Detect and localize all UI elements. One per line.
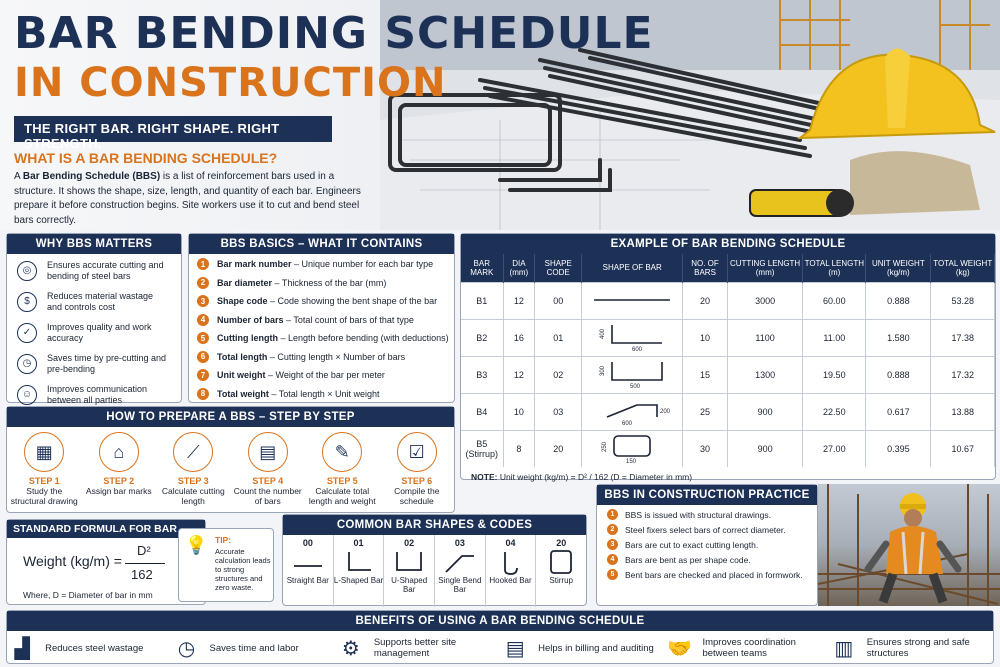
tagline-banner: THE RIGHT BAR. RIGHT SHAPE. RIGHT STRENGTH. xyxy=(14,116,332,142)
total-length-cell: 22.50 xyxy=(803,393,866,430)
basics-number: 2 xyxy=(197,277,209,289)
total-length-cell: 27.00 xyxy=(803,430,866,467)
step-text: Study the structural drawing xyxy=(10,486,78,506)
step-text: Assign bar marks xyxy=(85,486,152,496)
basics-desc: – Total length × Unit weight xyxy=(268,388,380,399)
table-header-cell: CUTTING LENGTH (mm) xyxy=(727,254,803,282)
practice-number: 1 xyxy=(607,509,618,520)
unit-weight-cell: 0.395 xyxy=(866,430,931,467)
no-of-bars-cell: 10 xyxy=(683,319,728,356)
table-body xyxy=(461,282,995,467)
benefit-item xyxy=(9,635,169,661)
table-header-cell: TOTAL WEIGHT (kg) xyxy=(931,254,995,282)
bar-mark-cell: B2 xyxy=(461,319,503,356)
table-header-cell: SHAPE OF BAR xyxy=(582,254,683,282)
steps-row xyxy=(7,427,454,506)
basics-number: 7 xyxy=(197,369,209,381)
clock-icon: ◷ xyxy=(177,637,196,660)
shape-of-bar-cell xyxy=(582,356,683,393)
practice-panel xyxy=(596,484,818,606)
table-header-cell: UNIT WEIGHT (kg/m) xyxy=(866,254,931,282)
step-text: Calculate cutting length xyxy=(161,486,225,506)
bar-shape-drawing xyxy=(582,432,682,464)
steps-heading: HOW TO PREPARE A BBS – STEP BY STEP xyxy=(7,407,454,427)
basics-term: Bar diameter xyxy=(217,277,273,288)
basics-heading: BBS BASICS – WHAT IT CONTAINS xyxy=(189,234,454,254)
shape-icon xyxy=(536,548,586,576)
no-of-bars-cell: 25 xyxy=(683,393,728,430)
basics-item xyxy=(197,293,454,310)
shape-icon xyxy=(283,548,333,576)
svg-text:150: 150 xyxy=(626,458,637,464)
basics-number: 1 xyxy=(197,258,209,270)
basics-item-text xyxy=(217,259,433,269)
benefit-text: Saves time and labor xyxy=(209,642,299,654)
tip-heading: TIP: xyxy=(215,535,232,545)
what-is-heading: WHAT IS A BAR BENDING SCHEDULE? xyxy=(14,150,278,166)
basics-number: 3 xyxy=(197,295,209,307)
basics-item xyxy=(197,275,454,292)
practice-number: 2 xyxy=(607,524,618,535)
formula-body xyxy=(7,538,205,606)
clipboard-icon: ☑ xyxy=(397,432,437,472)
shape-name: Stirrup xyxy=(549,576,573,585)
bar-mark-cell: B1 xyxy=(461,282,503,319)
why-item xyxy=(17,318,181,347)
what-lead: A xyxy=(14,171,23,182)
practice-list xyxy=(597,509,817,580)
bar-shape-drawing xyxy=(582,284,682,316)
shape-code: 00 xyxy=(302,538,313,548)
shape-item xyxy=(334,535,385,607)
coins-icon: $ xyxy=(17,292,37,312)
bbs-basics-panel xyxy=(188,233,455,403)
step-label: STEP 4 xyxy=(252,476,284,486)
table-header-cell: BAR MARK xyxy=(461,254,503,282)
total-length-cell: 11.00 xyxy=(803,319,866,356)
why-item-text: Reduces material wastage and controls cost xyxy=(47,290,154,312)
why-item xyxy=(17,349,181,378)
step-label: STEP 1 xyxy=(28,476,60,486)
step-label: STEP 5 xyxy=(326,476,358,486)
basics-term: Unit weight xyxy=(217,370,266,381)
basics-item-text xyxy=(217,296,437,306)
basics-number: 6 xyxy=(197,351,209,363)
practice-item xyxy=(607,539,807,550)
cutting-length-cell: 1100 xyxy=(727,319,803,356)
no-of-bars-cell: 15 xyxy=(683,356,728,393)
benefit-item xyxy=(666,635,826,661)
benefit-item xyxy=(502,635,662,661)
steel-fixer-photo xyxy=(818,484,1000,606)
shape-icon xyxy=(486,548,536,576)
practice-text: Bars are bent as per shape code. xyxy=(625,554,751,565)
step-item xyxy=(307,432,377,506)
people-icon: ☺ xyxy=(17,385,37,405)
tip-box xyxy=(178,528,274,602)
basics-item-text xyxy=(217,333,449,343)
step-text: Compile the schedule xyxy=(394,486,440,506)
basics-term: Bar mark number xyxy=(217,259,292,270)
step-item xyxy=(9,432,79,506)
building-icon: ▥ xyxy=(834,637,854,660)
benefits-heading: BENEFITS OF USING A BAR BENDING SCHEDULE xyxy=(7,611,993,631)
step-label: STEP 3 xyxy=(177,476,209,486)
shape-item xyxy=(536,535,586,607)
example-schedule-panel xyxy=(460,233,996,480)
step-label: STEP 2 xyxy=(103,476,135,486)
total-length-cell: 60.00 xyxy=(803,282,866,319)
basics-term: Total weight xyxy=(217,388,269,399)
table-row xyxy=(461,430,995,467)
tip-text: Accurate calculation leads to strong structures and zero waste. xyxy=(215,547,271,592)
shape-code-cell: 20 xyxy=(535,430,582,467)
no-of-bars-cell: 20 xyxy=(683,282,728,319)
example-heading: EXAMPLE OF BAR BENDING SCHEDULE xyxy=(461,234,995,254)
clock-icon: ◷ xyxy=(17,354,37,374)
practice-text: Steel fixers select bars of correct diameter. xyxy=(625,524,786,535)
practice-number: 5 xyxy=(607,569,618,580)
note-label: NOTE: xyxy=(471,472,498,482)
basics-term: Cutting length xyxy=(217,333,278,344)
practice-item xyxy=(607,509,807,520)
benefit-text: Reduces steel wastage xyxy=(45,642,144,654)
shape-code: 02 xyxy=(404,538,415,548)
hero-banner xyxy=(0,0,1000,230)
why-heading: WHY BBS MATTERS xyxy=(7,234,181,254)
basics-item-text xyxy=(217,315,414,325)
basics-item xyxy=(197,330,454,347)
what-is-paragraph xyxy=(14,170,374,228)
total-weight-cell: 17.38 xyxy=(931,319,995,356)
benefits-panel xyxy=(6,610,994,664)
basics-item xyxy=(197,367,454,384)
basics-desc: – Cutting length × Number of bars xyxy=(267,351,406,362)
basics-number: 4 xyxy=(197,314,209,326)
benefit-item xyxy=(831,635,991,661)
basics-item xyxy=(197,256,454,273)
cutting-length-cell: 3000 xyxy=(727,282,803,319)
basics-item-text xyxy=(217,278,386,288)
dia-cell: 12 xyxy=(503,282,535,319)
step-text: Calculate total length and weight xyxy=(308,486,376,506)
why-item-text: Improves quality and work accuracy xyxy=(47,321,152,343)
shape-of-bar-cell xyxy=(582,393,683,430)
why-item-text: Saves time by pre-cutting and pre-bending xyxy=(47,352,167,374)
table-row xyxy=(461,282,995,319)
shape-name: U-Shaped Bar xyxy=(391,576,428,594)
cutting-length-cell: 1300 xyxy=(727,356,803,393)
shape-code-cell: 02 xyxy=(535,356,582,393)
basics-item-text xyxy=(217,352,405,362)
shape-name: Straight Bar xyxy=(286,576,329,585)
shape-item xyxy=(384,535,435,607)
basics-list xyxy=(189,256,454,402)
fraction-bar xyxy=(125,563,165,564)
bar-mark-cell: B3 xyxy=(461,356,503,393)
bar-chart-icon: ▟ xyxy=(14,637,30,660)
table-header-cell: TOTAL LENGTH (m) xyxy=(803,254,866,282)
title-line-1: BAR BENDING SCHEDULE xyxy=(14,8,654,59)
lightbulb-icon: 💡 xyxy=(185,535,208,555)
ruler-icon: ⟋ xyxy=(173,432,213,472)
shape-code: 03 xyxy=(454,538,465,548)
basics-item xyxy=(197,386,454,403)
step-item xyxy=(158,432,228,506)
step-text: Count the number of bars xyxy=(233,486,302,506)
what-rest: is a list of reinforcement bars used in a structure. It shows the shape, size, length, and quantity of each bar. Engineers prepare it before construction begins. Site workers use it to cut and bend steel bars correctly. xyxy=(14,171,361,226)
why-item xyxy=(17,256,181,285)
shape-of-bar-cell xyxy=(582,319,683,356)
dia-cell: 16 xyxy=(503,319,535,356)
invoice-icon: ▤ xyxy=(505,637,525,660)
why-list xyxy=(7,256,181,409)
team-gear-icon: ⚙ xyxy=(341,637,360,660)
formula-numerator: D² xyxy=(137,543,151,558)
basics-desc: – Total count of bars of that type xyxy=(283,314,414,325)
benefit-text: Helps in billing and auditing xyxy=(538,642,654,654)
bar-mark-cell: B5 (Stirrup) xyxy=(461,430,503,467)
total-length-cell: 19.50 xyxy=(803,356,866,393)
svg-text:200: 200 xyxy=(660,408,671,415)
benefit-text: Ensures strong and safe structures xyxy=(866,637,970,659)
basics-desc: – Weight of the bar per meter xyxy=(265,370,385,381)
shape-code: 04 xyxy=(505,538,516,548)
schedule-table xyxy=(461,254,995,467)
basics-term: Shape code xyxy=(217,296,268,307)
table-header-cell: NO. OF BARS xyxy=(683,254,728,282)
why-item-text: Ensures accurate cutting and bending of steel bars xyxy=(47,259,164,281)
why-item xyxy=(17,287,181,316)
unit-weight-cell: 0.617 xyxy=(866,393,931,430)
formula-denominator: 162 xyxy=(131,567,153,582)
practice-item xyxy=(607,554,807,565)
unit-weight-cell: 0.888 xyxy=(866,356,931,393)
svg-text:250: 250 xyxy=(602,441,609,452)
dia-cell: 8 xyxy=(503,430,535,467)
shape-name: Single Bend Bar xyxy=(438,576,482,594)
step-item xyxy=(233,432,303,506)
formula-where: Where, D = Diameter of bar in mm xyxy=(23,590,153,600)
shape-of-bar-cell xyxy=(582,430,683,467)
table-header-cell: SHAPE CODE xyxy=(535,254,582,282)
basics-item-text xyxy=(217,370,385,380)
benefit-item xyxy=(338,635,498,661)
practice-number: 4 xyxy=(607,554,618,565)
cutting-length-cell: 900 xyxy=(727,430,803,467)
dia-cell: 10 xyxy=(503,393,535,430)
practice-item xyxy=(607,569,807,580)
benefit-item xyxy=(173,635,333,661)
svg-text:400: 400 xyxy=(600,328,607,339)
unit-weight-cell: 0.888 xyxy=(866,282,931,319)
step-label: STEP 6 xyxy=(401,476,433,486)
shape-name: Hooked Bar xyxy=(489,576,532,585)
table-header-cell: DIA (mm) xyxy=(503,254,535,282)
unit-weight-cell: 1.580 xyxy=(866,319,931,356)
bar-shape-drawing xyxy=(582,358,682,390)
table-row xyxy=(461,393,995,430)
practice-text: Bars are cut to exact cutting length. xyxy=(625,539,759,550)
shape-code: 01 xyxy=(353,538,364,548)
title-line-2: IN CONSTRUCTION xyxy=(14,60,447,106)
total-weight-cell: 17.32 xyxy=(931,356,995,393)
formula-panel xyxy=(6,519,206,605)
svg-text:500: 500 xyxy=(630,383,641,390)
basics-item xyxy=(197,349,454,366)
basics-number: 8 xyxy=(197,388,209,400)
calculator-icon: ▤ xyxy=(248,432,288,472)
why-bbs-panel xyxy=(6,233,182,403)
basics-number: 5 xyxy=(197,332,209,344)
table-row xyxy=(461,319,995,356)
note-text: Unit weight (kg/m) = D² / 162 (D = Diameter in mm) xyxy=(497,472,693,482)
practice-heading: BBS IN CONSTRUCTION PRACTICE xyxy=(597,485,817,505)
shape-icon xyxy=(334,548,384,576)
why-item-text: Improves communication between all parties xyxy=(47,383,148,405)
dia-cell: 12 xyxy=(503,356,535,393)
shape-code-cell: 01 xyxy=(535,319,582,356)
practice-item xyxy=(607,524,807,535)
formula-heading: STANDARD FORMULA FOR BAR WEIGHT xyxy=(7,520,205,538)
basics-term: Total length xyxy=(217,351,268,362)
bar-shape-drawing xyxy=(582,395,682,427)
shapes-heading: COMMON BAR SHAPES & CODES xyxy=(283,515,586,535)
practice-number: 3 xyxy=(607,539,618,550)
formula-lhs: Weight (kg/m) = xyxy=(23,553,122,569)
basics-item xyxy=(197,312,454,329)
tag-icon: ⌂ xyxy=(99,432,139,472)
basics-term: Number of bars xyxy=(217,314,284,325)
table-header-row xyxy=(461,254,995,282)
total-weight-cell: 10.67 xyxy=(931,430,995,467)
shape-of-bar-cell xyxy=(582,282,683,319)
shape-code: 20 xyxy=(556,538,567,548)
practice-text: BBS is issued with structural drawings. xyxy=(625,509,771,520)
shape-item xyxy=(283,535,334,607)
shield-check-icon: ✓ xyxy=(17,323,37,343)
step-item xyxy=(84,432,154,506)
total-weight-cell: 13.88 xyxy=(931,393,995,430)
shape-code-cell: 03 xyxy=(535,393,582,430)
shape-code-cell: 00 xyxy=(535,282,582,319)
svg-text:300: 300 xyxy=(600,365,607,376)
shape-item xyxy=(435,535,486,607)
practice-text: Bent bars are checked and placed in formwork. xyxy=(625,569,803,580)
total-weight-cell: 53.28 xyxy=(931,282,995,319)
shape-icon xyxy=(384,548,434,576)
step-item xyxy=(382,432,452,506)
no-of-bars-cell: 30 xyxy=(683,430,728,467)
benefit-text: Supports better site management xyxy=(373,637,457,659)
shape-name: L-Shaped Bar xyxy=(333,576,384,585)
svg-text:600: 600 xyxy=(622,420,633,427)
basics-desc: – Length before bending (with deductions) xyxy=(277,333,449,344)
bar-shape-drawing xyxy=(582,321,682,353)
shape-icon xyxy=(435,548,485,576)
svg-text:600: 600 xyxy=(632,346,643,353)
bar-mark-cell: B4 xyxy=(461,393,503,430)
target-icon: ◎ xyxy=(17,261,37,281)
basics-item-text xyxy=(217,389,380,399)
shapes-row xyxy=(283,535,586,607)
basics-desc: – Unique number for each bar type xyxy=(291,259,434,270)
handshake-icon: 🤝 xyxy=(667,637,692,660)
basics-desc: – Code showing the bent shape of the bar xyxy=(267,296,438,307)
shapes-panel xyxy=(282,514,587,606)
document-pen-icon: ✎ xyxy=(322,432,362,472)
steps-panel xyxy=(6,406,455,513)
table-row xyxy=(461,356,995,393)
benefit-text: Improves coordination between teams xyxy=(702,637,796,659)
why-item xyxy=(17,380,181,409)
basics-desc: – Thickness of the bar (mm) xyxy=(272,277,387,288)
cutting-length-cell: 900 xyxy=(727,393,803,430)
shape-item xyxy=(486,535,537,607)
drawing-icon: ▦ xyxy=(24,432,64,472)
what-term: Bar Bending Schedule (BBS) xyxy=(22,171,161,182)
benefits-row xyxy=(7,631,993,665)
